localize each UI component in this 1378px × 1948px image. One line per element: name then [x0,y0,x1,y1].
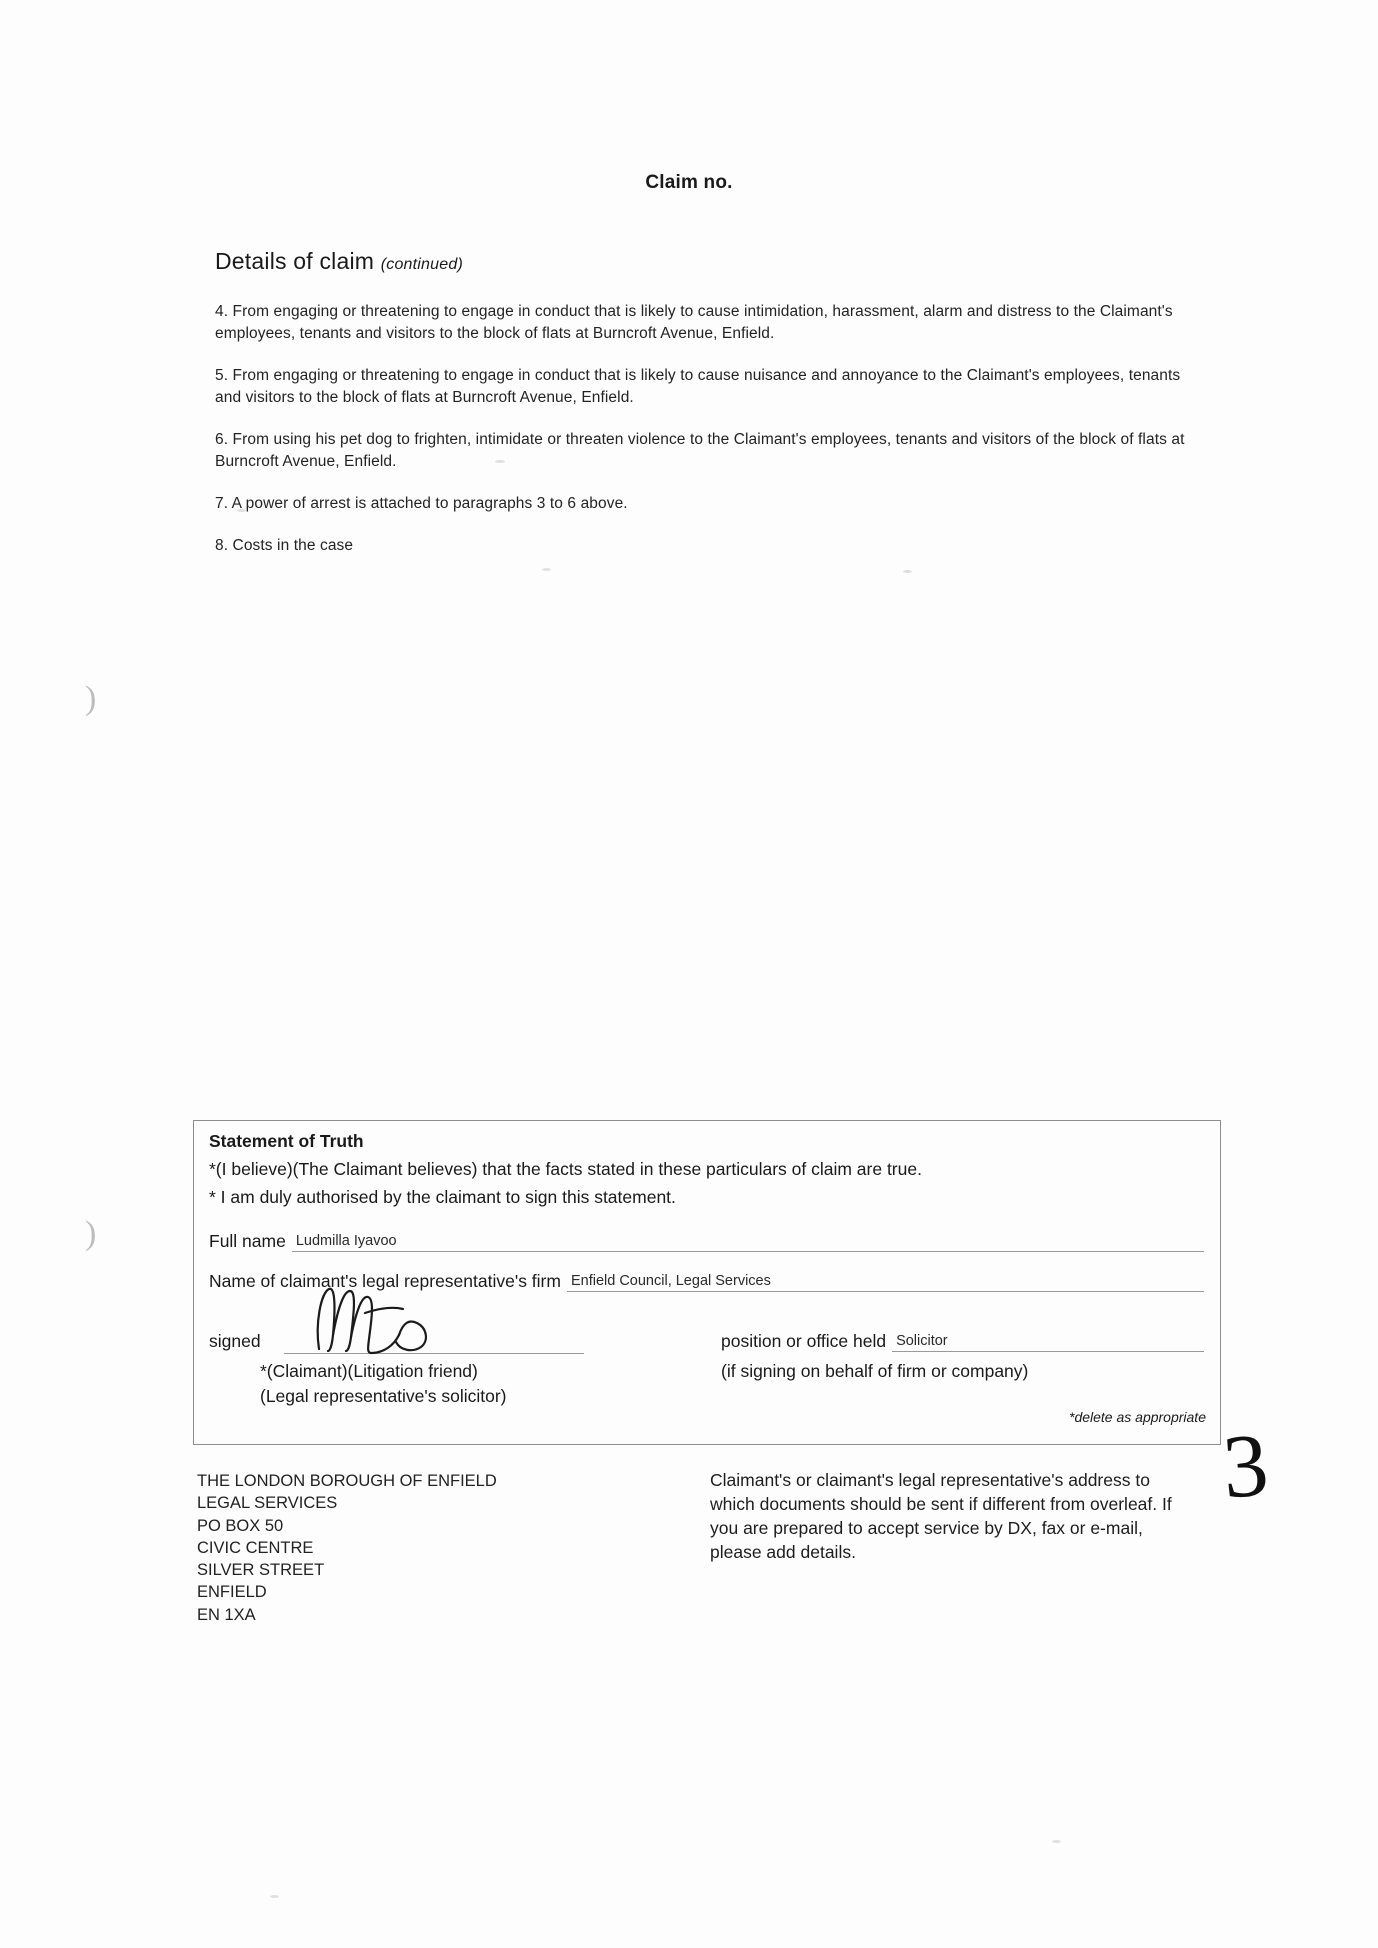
scan-speckle [1052,1840,1061,1843]
claim-paragraph: 4. From engaging or threatening to engage in conduct that is likely to cause intimidation, harassment, alarm and distress to the Claimant's employees, tenants and visitors to the block of flats at Burncroft Avenue, Enfield. [215,302,1173,342]
claim-no-heading: Claim no. [645,172,733,193]
signature-mark [299,1279,499,1357]
scan-speckle [270,1895,279,1898]
page-number: 3 [1219,1415,1272,1518]
position-field-row [721,1329,1204,1352]
scan-arc-mark: ) [85,1215,97,1252]
position-value: Solicitor [896,1333,948,1349]
section-title-text: Details of claim [215,248,375,274]
address-instructions: Claimant's or claimant's legal representative's address to which documents should be sent if different from overleaf. If you are prepared to accept service by DX, fax or e-mail, please add details. [710,1470,1172,1563]
address-line: EN 1XA [197,1605,256,1624]
claims-list [215,285,1200,577]
claim-paragraph: 7. A power of arrest is attached to paragraphs 3 to 6 above. [215,494,628,512]
address-line: PO BOX 50 [197,1516,284,1535]
claim-paragraph: 8. Costs in the case [215,536,354,554]
firm-value: Enfield Council, Legal Services [570,1273,771,1289]
position-label: position or office held [721,1331,887,1351]
full-name-input[interactable] [292,1229,1204,1252]
claimant-address-block [197,1470,497,1626]
delete-as-appropriate-note: *delete as appropriate [1069,1409,1206,1425]
position-note: (if signing on behalf of firm or company) [721,1361,1029,1381]
address-line: SILVER STREET [197,1561,325,1580]
position-input[interactable] [892,1329,1204,1352]
page-title [215,248,463,275]
claim-paragraph: 5. From engaging or threatening to engage in conduct that is likely to cause nuisance and annoyance to the Claimant's employees, tenants and visitors to the block of flats at Burncroft Avenue, Enfield. [215,366,1181,406]
full-name-label: Full name [209,1231,286,1251]
statement-of-truth-title: Statement of Truth [209,1131,364,1151]
full-name-field-row [209,1229,1204,1252]
address-line: THE LONDON BOROUGH OF ENFIELD [197,1472,497,1490]
section-title-continued: (continued) [380,256,463,273]
firm-label: Name of claimant's legal representative's firm [209,1271,561,1291]
firm-input[interactable] [567,1269,1204,1292]
address-line: CIVIC CENTRE [197,1538,314,1557]
statement-of-truth-line-2: * I am duly authorised by the claimant to sign this statement. [209,1187,676,1207]
signed-subtext-claimant: *(Claimant)(Litigation friend) [260,1361,478,1381]
statement-of-truth-box [193,1120,1221,1445]
claim-paragraph: 6. From using his pet dog to frighten, intimidate or threaten violence to the Claimant's employees, tenants and visitors of the block of flats at Burncroft Avenue, Enfield. [215,430,1185,470]
address-line: ENFIELD [197,1583,267,1602]
scan-arc-mark: ) [85,680,97,717]
address-line: LEGAL SERVICES [197,1494,338,1513]
statement-of-truth-line-1: *(I believe)(The Claimant believes) that the facts stated in these particulars of claim are true. [209,1159,922,1179]
signed-label: signed [209,1331,261,1351]
full-name-value: Ludmilla Iyavoo [295,1233,397,1249]
signed-subtext-representative: (Legal representative's solicitor) [260,1386,507,1406]
